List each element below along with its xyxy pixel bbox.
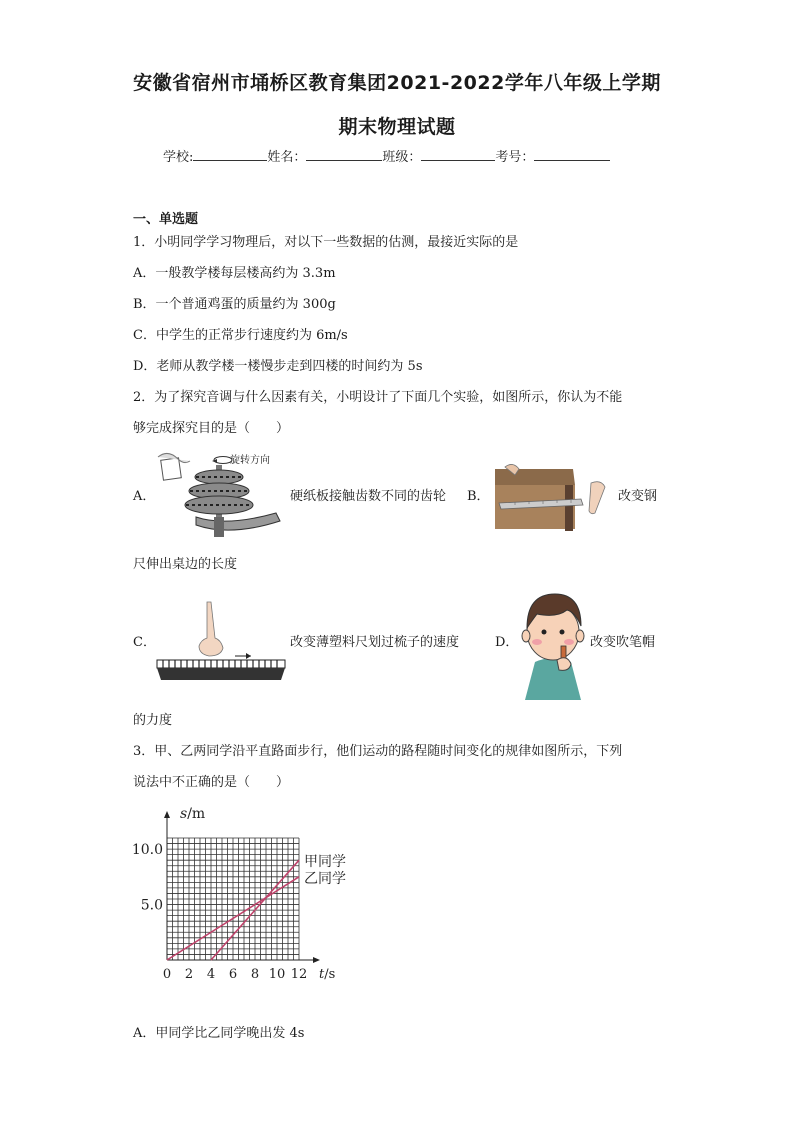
- q3-option-a: A．甲同学比乙同学晚出发 4s: [133, 1026, 305, 1041]
- q1-stem: 1．小明同学学习物理后，对以下一些数据的估测，最接近实际的是: [133, 235, 519, 250]
- series-label: 甲同学: [304, 854, 346, 871]
- series-label: 乙同学: [304, 870, 346, 887]
- chart-tick-labels: [132, 842, 307, 982]
- y-axis-arrow: [164, 811, 170, 818]
- y-axis-label: [180, 806, 205, 822]
- x-tick-label: 12: [290, 967, 308, 982]
- q1-option-d: D．老师从教学楼一楼慢步走到四楼的时间约为 5s: [133, 359, 423, 374]
- x-tick-label: 2: [184, 967, 194, 982]
- exam-title-line2: 期末物理试题: [338, 116, 456, 138]
- x-axis-label-unit: /s: [324, 967, 336, 982]
- x-tick-label: 4: [206, 967, 216, 982]
- q2-option-d-text-cont: 的力度: [133, 713, 173, 728]
- q2-option-d-text: 改变吹笔帽: [590, 635, 656, 650]
- q3-stem-line1: 3．甲、乙两同学沿平直路面步行，他们运动的路程随时间变化的规律如图所示，下列: [133, 744, 623, 759]
- section-heading: 一、单选题: [133, 212, 199, 227]
- chart-grid: [167, 838, 299, 960]
- q2-option-b-text-cont: 尺伸出桌边的长度: [133, 557, 238, 572]
- q2-stem-line2: 够完成探究目的是（ ）: [133, 421, 290, 436]
- q2-option-c-label: C．: [133, 635, 156, 650]
- school-label: 学校:: [163, 150, 194, 165]
- x-tick-label: 8: [250, 967, 260, 982]
- x-axis-label-var: t: [319, 967, 325, 982]
- q3-stem-line2: 说法中不正确的是（ ）: [133, 775, 290, 790]
- exam-title-line1: 安徽省宿州市埇桥区教育集团2021-2022学年八年级上学期: [133, 72, 661, 94]
- class-label: 班级：: [382, 150, 422, 165]
- chart-labels: [180, 806, 346, 982]
- x-axis-arrow: [313, 957, 320, 963]
- q2-option-a-text: 硬纸板接触齿数不同的齿轮: [290, 489, 447, 504]
- q1-option-b: B．一个普通鸡蛋的质量约为 300g: [133, 297, 336, 312]
- y-tick-label: 10.0: [131, 842, 163, 859]
- q2-option-b-text: 改变钢: [618, 489, 658, 504]
- q2-option-a-label: A．: [133, 489, 156, 504]
- x-tick-label: 6: [228, 967, 238, 982]
- x-tick-label: 0: [162, 967, 172, 982]
- rotation-caption: 旋转方向: [230, 455, 270, 466]
- number-label: 考号：: [495, 150, 535, 165]
- q1-option-c: C．中学生的正常步行速度约为 6m/s: [133, 328, 348, 343]
- y-axis-label-unit: /m: [187, 806, 206, 822]
- name-label: 姓名：: [267, 150, 307, 165]
- x-axis-label: [319, 967, 335, 982]
- q2-option-c-text: 改变薄塑料尺划过梳子的速度: [290, 635, 460, 650]
- chart-axes: [164, 811, 320, 963]
- q2-stem-line1: 2．为了探究音调与什么因素有关，小明设计了下面几个实验，如图所示，你认为不能: [133, 390, 623, 405]
- q1-option-a: A．一般教学楼每层楼高约为 3.3m: [133, 266, 336, 281]
- q2-option-b-label: B．: [467, 489, 490, 504]
- q2-option-d-label: D．: [495, 635, 519, 650]
- x-tick-label: 10: [268, 967, 286, 982]
- y-tick-label: 5.0: [140, 897, 163, 914]
- y-axis-label-var: s: [180, 806, 188, 822]
